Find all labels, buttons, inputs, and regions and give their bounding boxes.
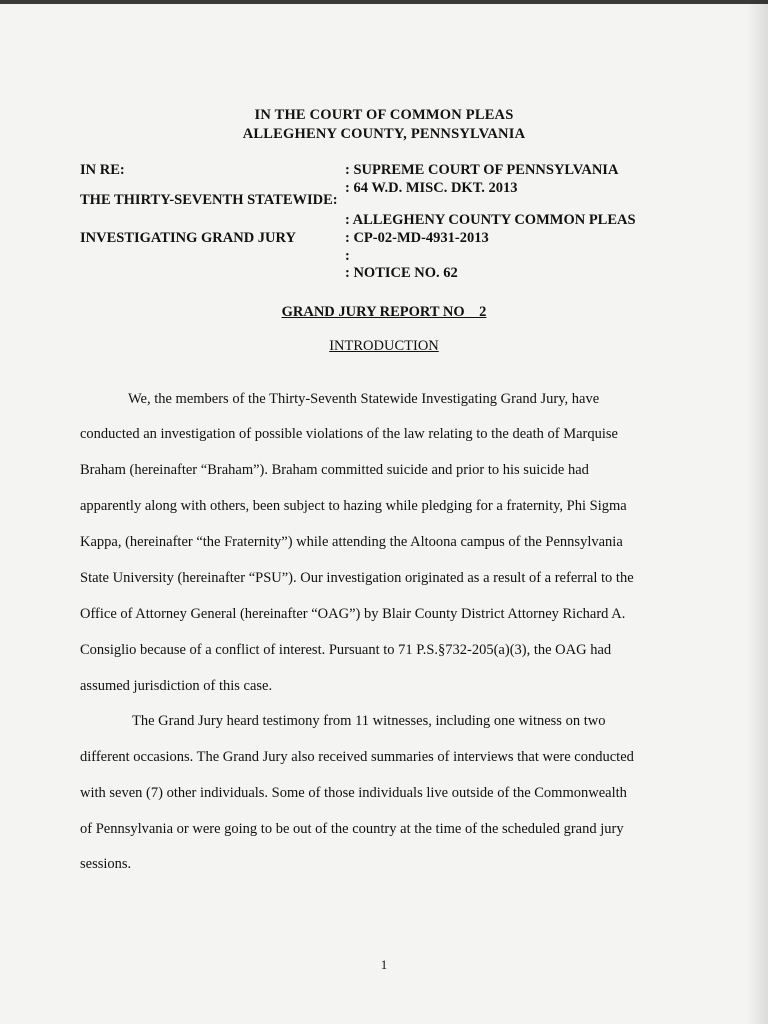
paragraph2-line: different occasions. The Grand Jury also received summaries of interviews that were conducted	[80, 749, 634, 765]
scan-edge-top	[0, 0, 768, 4]
paragraph1-line: conducted an investigation of possible violations of the law relating to the death of Marquise	[80, 426, 618, 442]
supreme-court-line: : SUPREME COURT OF PENNSYLVANIA	[345, 162, 619, 178]
grand-jury-name-line2: INVESTIGATING GRAND JURY	[80, 230, 296, 246]
paragraph1-line: State University (hereinafter “PSU”). Our investigation originated as a result of a referral to the	[80, 570, 634, 586]
paragraph1-line: apparently along with others, been subject to hazing while pledging for a fraternity, Phi Sigma	[80, 498, 627, 514]
docket-number: : 64 W.D. MISC. DKT. 2013	[345, 180, 518, 196]
grand-jury-name-line1: THE THIRTY-SEVENTH STATEWIDE:	[80, 192, 338, 208]
page-number: 1	[380, 957, 388, 972]
paragraph2-line: of Pennsylvania or were going to be out of the country at the time of the scheduled grand jury	[80, 821, 624, 837]
court-header	[0, 106, 768, 144]
paragraph2-line: with seven (7) other individuals. Some of those individuals live outside of the Commonwealth	[80, 785, 627, 801]
section-title: INTRODUCTION	[329, 338, 439, 354]
paragraph2-line: The Grand Jury heard testimony from 11 witnesses, including one witness on two	[132, 713, 606, 729]
common-pleas-line: : ALLEGHENY COUNTY COMMON PLEAS	[345, 212, 636, 228]
paragraph1-line: assumed jurisdiction of this case.	[80, 678, 273, 694]
caption-colon: :	[345, 248, 350, 264]
paragraph1-line: Kappa, (hereinafter “the Fraternity”) while attending the Altoona campus of the Pennsylvania	[80, 534, 623, 550]
scan-edge-right	[746, 0, 768, 1024]
case-number: : CP-02-MD-4931-2013	[345, 230, 489, 246]
paragraph1-line: We, the members of the Thirty-Seventh Statewide Investigating Grand Jury, have	[128, 391, 600, 407]
report-title: GRAND JURY REPORT NO 2	[281, 304, 487, 320]
paragraph2-line: sessions.	[80, 856, 132, 872]
paragraph1-line: Office of Attorney General (hereinafter “OAG”) by Blair County District Attorney Richard A.	[80, 606, 626, 622]
in-re-label: IN RE:	[80, 162, 125, 178]
court-name: IN THE COURT OF COMMON PLEAS	[254, 107, 514, 123]
notice-number: : NOTICE NO. 62	[345, 265, 458, 281]
paragraph1-line: Consiglio because of a conflict of interest. Pursuant to 71 P.S.§732-205(a)(3), the OAG had	[80, 642, 612, 658]
paragraph1-line: Braham (hereinafter “Braham”). Braham committed suicide and prior to his suicide had	[80, 462, 589, 478]
county-name: ALLEGHENY COUNTY, PENNSYLVANIA	[242, 126, 526, 142]
